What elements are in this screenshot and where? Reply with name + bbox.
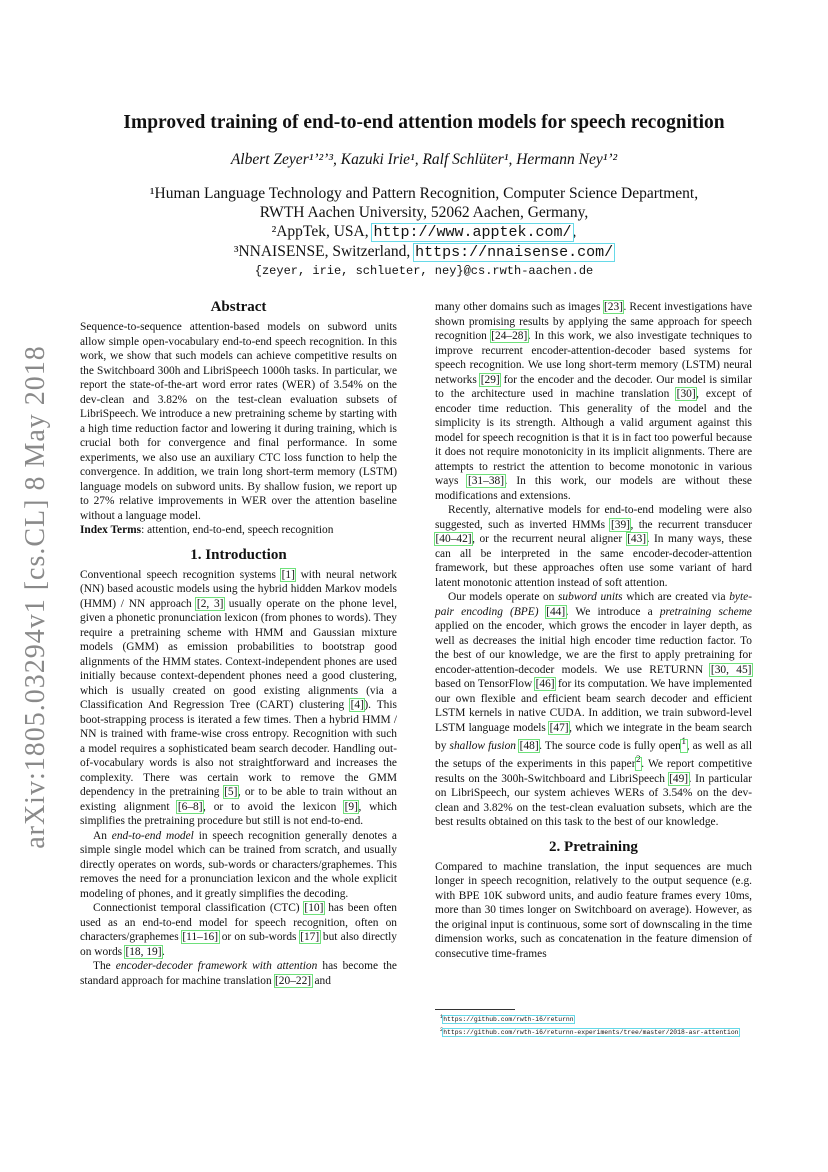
affiliation-1-cont: RWTH Aachen University, 52062 Aachen, Germany,	[259, 204, 589, 221]
paper-title: Improved training of end-to-end attention models for speech recognition	[123, 112, 725, 133]
citation[interactable]: [44]	[546, 605, 566, 618]
introduction-heading: 1. Introduction	[190, 546, 287, 563]
abstract-heading: Abstract	[210, 299, 267, 315]
citation[interactable]: [5]	[224, 786, 238, 798]
intro-paragraph-2: An end-to-end model in speech recognition generally denotes a simple single model which can be trained from scratch, and usually directly operates on words, sub-words or characters/graphemes. This removes the need for a pronunciation lexicon and the whole explicit modeling of phones, and it greatly simplifies the decoding.	[80, 829, 397, 900]
citation[interactable]: [18, 19]	[125, 945, 162, 958]
footnote-1-link[interactable]: https://github.com/rwth-i6/returnn	[443, 1016, 574, 1024]
citation[interactable]: [29]	[480, 373, 500, 386]
footnote-ref[interactable]: 2	[636, 758, 642, 770]
author-list: Albert Zeyer¹ʼ²ʼ³, Kazuki Irie¹, Ralf Schlüter¹, Hermann Ney¹ʼ²	[230, 151, 618, 168]
citation[interactable]: [9]	[344, 800, 358, 813]
citation[interactable]: [10]	[304, 902, 324, 914]
citation[interactable]: [2, 3]	[196, 597, 224, 610]
citation[interactable]: [43]	[627, 533, 647, 545]
footnote-1: $^1$https://github.com/rwth-i6/returnn	[440, 1014, 574, 1024]
affiliations	[80, 184, 768, 281]
pretraining-paragraph-1: Compared to machine translation, the input sequences are much longer in speech recognition, relatively to the output sequence (e.g. with BPE 10K subword units, and audio feature frames every 10ms, more than 30 times longer on Switchboard on average). However, as the original input is continuous, some sort of downscaling in the time dimension works, such as concatenation in the feature dimension of consecutive time-frames	[435, 860, 752, 960]
citation[interactable]: [11–16]	[182, 931, 219, 943]
citation[interactable]: [49]	[669, 772, 689, 785]
citation[interactable]: [1]	[281, 568, 295, 581]
email-addresses: {zeyer, irie, schlueter, ney}@cs.rwth-aachen.de	[254, 264, 594, 278]
footnote-divider	[435, 1009, 515, 1010]
footnotes	[440, 1012, 780, 1038]
intro-paragraph-5: Recently, alternative models for end-to-end modeling were also suggested, such as inverted HMMs [39], the recurrent transducer [40–42], or the recurrent neural aligner [43]. In many ways, these can all be interpreted in the same encoder-decoder-attention framework, but these approaches often use some variant of hard latent monotonic attention instead of soft attention.	[435, 504, 752, 589]
pretraining-heading: 2. Pretraining	[549, 838, 638, 855]
affiliation-3: ³NNAISENSE, Switzerland, https://nnaisense.com/	[233, 243, 614, 261]
citation[interactable]: [39]	[610, 518, 630, 531]
affiliation-1: ¹Human Language Technology and Pattern Recognition, Computer Science Department,	[149, 185, 699, 202]
intro-paragraph-1: Conventional speech recognition systems [1] with neural network (NN) based acoustic models using the hybrid hidden Markov models (HMM) / NN approach [2, 3] usually operate on the phone level, given a phonetic pronunciation lexicon (from phones to words). They require a pretraining scheme with HMM and Gaussian mixture models (GMM) as emission probabilities to bootstrap good alignments of the HMM states. Context-independent phones are used initially because context-dependent phones need a good clustering, which is usually created on good existing alignments (via a Classification And Regression Tree (CART) clustering [4]). This boot-strapping process is iterated a few times. Then a hybrid HMM / NN is trained with frame-wise cross entropy. Recognition with such a model requires a sophisticated beam search decoder. Handling out-of-vocabulary words is also not straightforward and increases the complexity. There was certain work to remove the GMM dependency in the pretraining [5], or to be able to train without an existing alignment [6–8], or to avoid the lexicon [9], which simplifies the pretraining procedure but still is not end-to-end.	[80, 568, 397, 827]
citation[interactable]: [17]	[300, 931, 320, 943]
citation[interactable]: [31–38]	[467, 475, 505, 487]
footnote-2-link[interactable]: https://github.com/rwth-i6/returnn-experiments/tree/master/2018-asr-attention	[443, 1029, 739, 1037]
index-terms: Index Terms: attention, end-to-end, speech recognition	[80, 524, 334, 536]
affiliation-2: ²AppTek, USA, http://www.apptek.com/,	[271, 223, 577, 241]
intro-paragraph-3: Connectionist temporal classification (CTC) [10] has been often used as an end-to-end model for speech recognition, often on characters/graphemes [11–16] or on sub-words [17] but also directly on words [18, 19].	[80, 902, 397, 958]
intro-paragraph-6: Our models operate on subword units which are created via byte-pair encoding (BPE) [44]. We introduce a pretraining scheme applied on the encoder, which grows the encoder in layer depth, as well as decreases the initial high encoder time reduction factor. To the best of our knowledge, we are the first to apply pretraining for encoder-attention-decoder models. We use RETURNN [30, 45] based on TensorFlow [46] for its computation. We have implemented our own flexible and efficient beam search decoder and efficient LSTM kernels in native CUDA. In addition, we train subword-level LSTM language models [47], which we integrate in the beam search by shallow fusion [48]. The source code is fully open$^1$, as well as all the setups of the experiments in this paper$^2$. We report competitive results on the 300h-Switchboard and LibriSpeech [49]. In particular on LibriSpeech, our system achieves WERs of 3.54% on the dev-clean and 3.82% on the test-clean evaluation subsets, which are the best results obtained on this task to the best of our knowledge.	[435, 591, 752, 829]
intro-paragraph-4: The encoder-decoder framework with attention has become the standard approach for machine translation [20–22] and	[80, 960, 397, 987]
footnote-ref[interactable]: 1	[681, 740, 687, 752]
citation[interactable]: [23]	[604, 301, 623, 313]
citation[interactable]: [30]	[676, 388, 696, 400]
apptek-link[interactable]: http://www.apptek.com/	[373, 224, 572, 241]
citation[interactable]: [40–42]	[435, 533, 472, 545]
abstract-text: Sequence-to-sequence attention-based models on subword units allow simple open-vocabulary end-to-end speech recognition. In this work, we show that such models can achieve competitive results on the Switchboard 300h and LibriSpeech 1000h tasks. In particular, we report the state-of-the-art word error rates (WER) of 3.54% on the dev-clean and 3.82% on the test-clean evaluation subsets of LibriSpeech. We introduce a new pretraining scheme by starting with a high time reduction factor and lowering it during training, which is crucial both for convergence and final performance. In some experiments, we also use an auxiliary CTC loss function to help the convergence. In addition, we train long short-term memory (LSTM) language models on subword units. By shallow fusion, we report up to 27% relative improvements in WER over the attention baseline without a language model.	[80, 321, 397, 522]
citation[interactable]: [6–8]	[177, 800, 203, 813]
citation[interactable]: [20–22]	[275, 974, 312, 987]
arxiv-identifier: arXiv:1805.03294v1 [cs.CL] 8 May 2018	[20, 345, 52, 849]
right-column	[435, 300, 752, 961]
citation[interactable]: [30, 45]	[710, 663, 752, 676]
citation[interactable]: [24–28]	[491, 330, 528, 342]
nnaisense-link[interactable]: https://nnaisense.com/	[415, 244, 614, 261]
footnote-2: $^2$https://github.com/rwth-i6/returnn-experiments/tree/master/2018-asr-attention	[440, 1027, 739, 1037]
citation[interactable]: [47]	[549, 721, 569, 734]
citation[interactable]: [48]	[519, 739, 539, 752]
citation[interactable]: [4]	[350, 699, 364, 711]
left-column	[80, 294, 397, 988]
citation[interactable]: [46]	[535, 678, 555, 690]
intro-paragraph-4-cont: many other domains such as images [23]. Recent investigations have shown promising results by applying the same approach for speech recognition [24–28]. In this work, we also investigate techniques to improve recurrent encoder-attention-decoder based systems for speech recognition. We use long short-term memory (LSTM) neural networks [29] for the encoder and the decoder. Our model is similar to the architecture used in machine translation [30], except of encoder time reduction. This generality of the model and the simplicity is its strength. Although a valid argument against this model for speech recognition is that it is in fact too powerful because it does not require monotonicity in its implicit alignments. There are attempts to restrict the attention to become monotonic in various ways [31–38]. In this work, our models are without these modifications and extensions.	[435, 301, 753, 502]
